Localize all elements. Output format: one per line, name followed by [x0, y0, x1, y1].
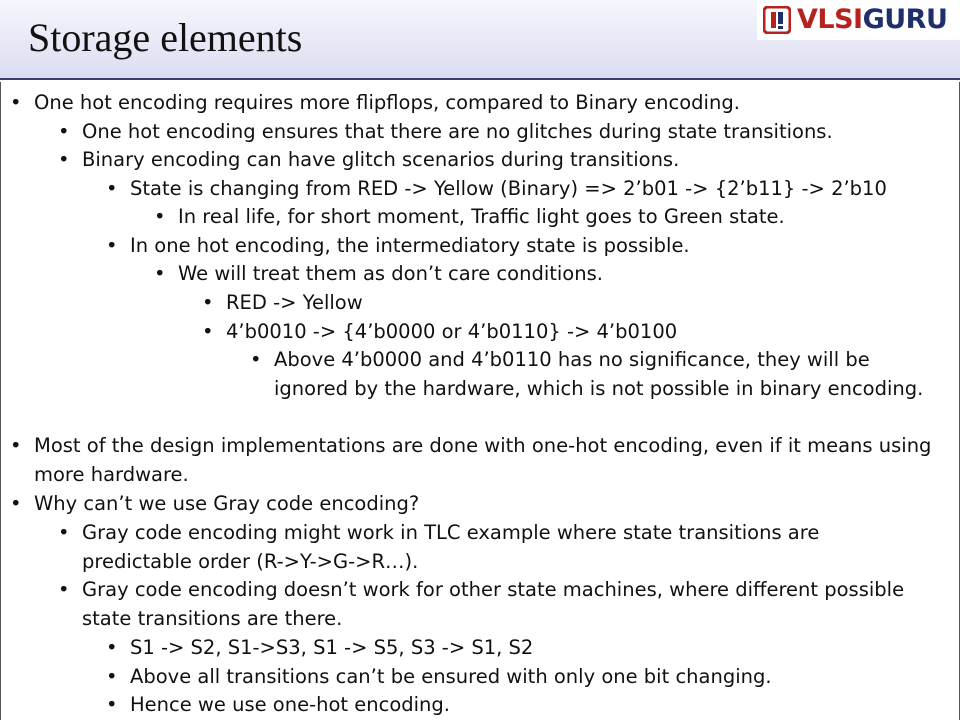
bullet-text: Why can’t we use Gray code encoding? [34, 492, 420, 515]
logo-vlsi: VLSI [797, 4, 863, 35]
bullet-text: One hot encoding ensures that there are no glitches during state transitions. [82, 120, 833, 143]
bullet-marker: • [106, 177, 118, 200]
bullet-item [10, 490, 420, 519]
bullet-marker: • [58, 148, 70, 171]
vlsiguru-logo [757, 0, 960, 40]
bullet-item [202, 289, 363, 318]
bullet-text: One hot encoding requires more flipflops, compared to Binary encoding. [34, 91, 740, 114]
bullet-item [202, 318, 678, 347]
bullet-marker: • [58, 578, 70, 601]
bullet-marker: • [106, 665, 118, 688]
bullet-item [106, 691, 450, 720]
bullet-item [10, 432, 954, 489]
bullet-text: RED -> Yellow [226, 291, 363, 314]
vlsiguru-logo-icon [763, 6, 791, 34]
bullet-marker: • [106, 234, 118, 257]
bullet-marker: • [154, 205, 166, 228]
bullet-marker: • [154, 262, 166, 285]
bullet-text: 4’b0010 -> {4’b0000 or 4’b0110} -> 4’b0100 [226, 320, 678, 343]
bullet-item [58, 146, 680, 175]
bullet-item [106, 232, 690, 261]
bullet-text: Most of the design implementations are done with one-hot encoding, even if it means using more hardware. [34, 434, 932, 486]
bullet-item [154, 203, 785, 232]
bullet-item [106, 634, 534, 663]
bullet-marker: • [58, 120, 70, 143]
bullet-text: State is changing from RED -> Yellow (Binary) => 2’b01 -> {2’b11} -> 2’b10 [130, 177, 887, 200]
bullet-marker: • [250, 348, 262, 371]
bullet-item [58, 519, 912, 576]
bullet-text: Gray code encoding might work in TLC example where state transitions are predictable order (R->Y->G->R…). [82, 521, 820, 573]
bullet-marker: • [58, 521, 70, 544]
vlsiguru-logo-text [797, 3, 947, 37]
bullet-text: Hence we use one-hot encoding. [130, 693, 450, 716]
bullet-marker: • [106, 693, 118, 716]
bullet-marker: • [106, 636, 118, 659]
bullet-marker: • [10, 434, 22, 457]
bullet-marker: • [202, 320, 214, 343]
bullet-text: Above 4’b0000 and 4’b0110 has no significance, they will be ignored by the hardware, which is not possible in binary encoding. [274, 348, 924, 400]
bullet-text: Above all transitions can’t be ensured with only one bit changing. [130, 665, 772, 688]
bullet-item [58, 118, 833, 147]
bullet-item [250, 346, 934, 403]
bullet-text: Binary encoding can have glitch scenarios during transitions. [82, 148, 680, 171]
bullet-item [154, 260, 603, 289]
bullet-text: In one hot encoding, the intermediatory state is possible. [130, 234, 690, 257]
bullet-text: Gray code encoding doesn’t work for other state machines, where different possible state transitions are there. [82, 578, 905, 630]
bullet-item [58, 576, 912, 633]
bullet-item [106, 175, 887, 204]
logo-guru: GURU [862, 4, 948, 35]
bullet-marker: • [10, 91, 22, 114]
slide-header [0, 0, 960, 80]
slide-title: Storage elements [28, 15, 303, 60]
slide-body [0, 82, 960, 720]
bullet-marker: • [202, 291, 214, 314]
bullet-text: S1 -> S2, S1->S3, S1 -> S5, S3 -> S1, S2 [130, 636, 534, 659]
bullet-text: We will treat them as don’t care conditions. [178, 262, 603, 285]
bullet-text: In real life, for short moment, Traffic light goes to Green state. [178, 205, 785, 228]
bullet-marker: • [10, 492, 22, 515]
bullet-item [106, 663, 772, 692]
bullet-item [10, 89, 740, 118]
